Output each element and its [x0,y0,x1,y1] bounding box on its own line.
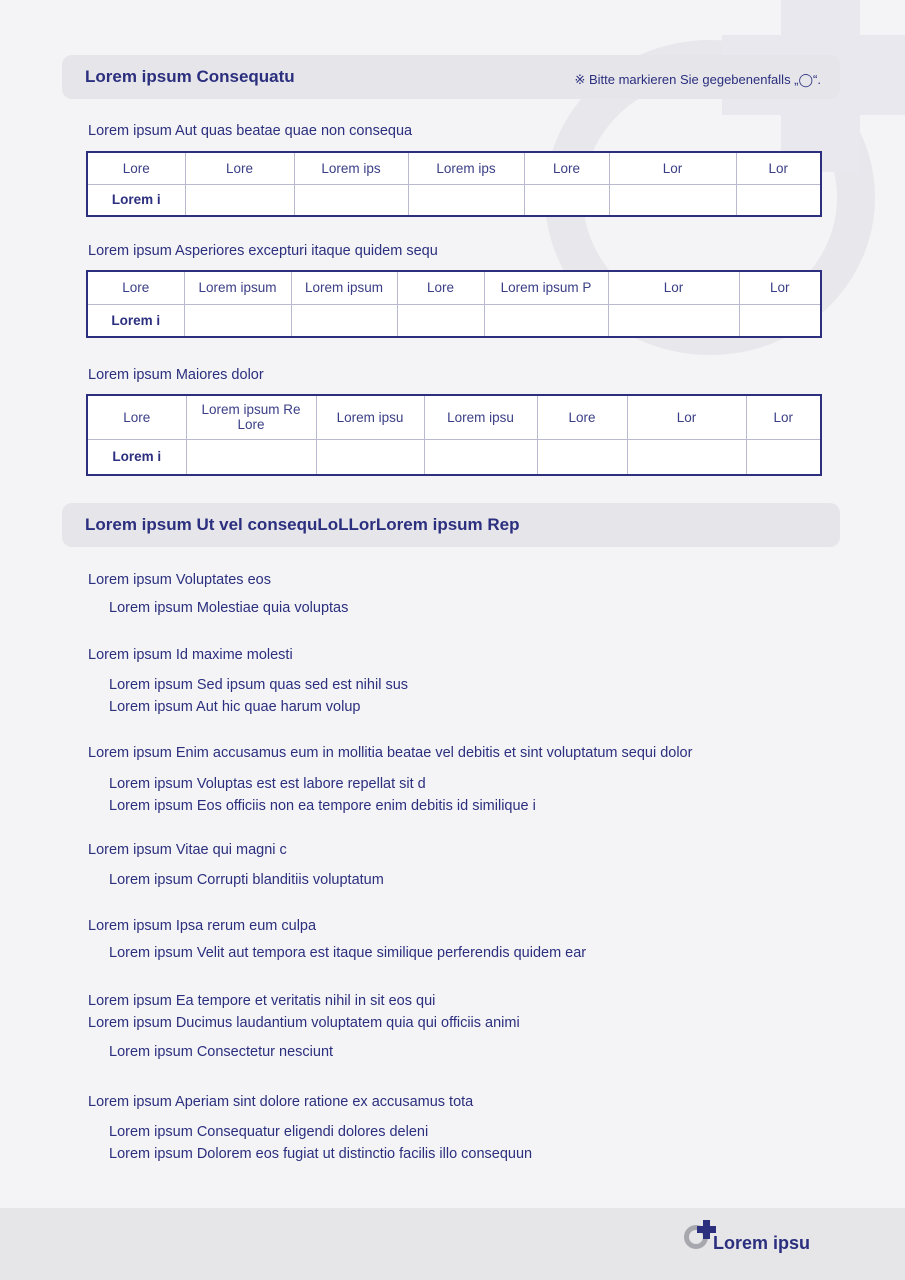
question-text: Lorem ipsum Aperiam sint dolore ratione ex accusamus tota [88,1094,474,1110]
input-cell[interactable] [627,439,746,475]
input-cell[interactable] [739,304,821,337]
row-label: Lorem i [87,439,186,475]
table-header: Lore [87,152,185,184]
input-cell[interactable] [484,304,608,337]
input-cell[interactable] [294,184,408,216]
table-header: Lor [746,395,821,439]
table-header: Lorem ips [408,152,524,184]
table-header: Lor [609,152,736,184]
answer-text: Lorem ipsum Voluptas est est labore repellat sit d [109,776,426,792]
marking-note: ※ Bitte markieren Sie gegebenenfalls „◯“. [574,72,821,87]
question-text: Lorem ipsum Vitae qui magni c [88,842,287,858]
question-text: Lorem ipsum Enim accusamus eum in mollitia beatae vel debitis et sint voluptatum sequi dolor [88,745,693,761]
question-text: Lorem ipsum Ea tempore et veritatis nihil in sit eos qui [88,993,436,1009]
answer-text: Lorem ipsum Sed ipsum quas sed est nihil sus [109,677,409,693]
table-label: Lorem ipsum Aut quas beatae quae non consequa [88,123,413,139]
table-header: Lore [87,271,184,304]
answer-text: Lorem ipsum Eos officiis non ea tempore enim debitis id similique i [109,798,536,814]
input-cell[interactable] [524,184,609,216]
table-label: Lorem ipsum Asperiores excepturi itaque quidem sequ [88,243,438,259]
input-cell[interactable] [746,439,821,475]
answer-text: Lorem ipsum Molestiae quia voluptas [109,600,349,616]
input-cell[interactable] [736,184,821,216]
table-header: Lorem ipsu [424,395,537,439]
question-text: Lorem ipsum Id maxime molesti [88,647,293,663]
table-header: Lor [736,152,821,184]
answer-text: Lorem ipsum Velit aut tempora est itaque similique perferendis quidem ear [109,945,587,961]
input-cell[interactable] [316,439,424,475]
answer-text: Lorem ipsum Consectetur nesciunt [109,1044,334,1060]
row-label: Lorem i [87,304,184,337]
footer-logo-text: Lorem ipsu [713,1233,811,1253]
input-cell[interactable] [186,439,316,475]
table-header: Lorem ipsum P [484,271,608,304]
table-3 [86,394,822,476]
input-cell[interactable] [537,439,627,475]
answer-text: Lorem ipsum Aut hic quae harum volup [109,699,361,715]
answer-text: Lorem ipsum Corrupti blanditiis voluptatum [109,872,384,888]
table-header: Lore [185,152,294,184]
row-label: Lorem i [87,184,185,216]
input-cell[interactable] [291,304,397,337]
table-1 [86,151,822,217]
input-cell[interactable] [185,184,294,216]
input-cell[interactable] [408,184,524,216]
table-header: Lore [397,271,484,304]
section-title: Lorem ipsum Consequatu [85,67,295,86]
table-header: Lorem ipsum [184,271,291,304]
table-2 [86,270,822,338]
section-header-2 [62,503,840,547]
table-header: Lore [87,395,186,439]
question-text: Lorem ipsum Ducimus laudantium voluptatem quia qui officiis animi [88,1015,520,1031]
input-cell[interactable] [608,304,739,337]
answer-text: Lorem ipsum Consequatur eligendi dolores deleni [109,1124,429,1140]
table-header: Lorem ips [294,152,408,184]
question-text: Lorem ipsum Voluptates eos [88,572,271,588]
table-header: Lorem ipsum [291,271,397,304]
table-header: Lor [739,271,821,304]
answer-text: Lorem ipsum Dolorem eos fugiat ut distinctio facilis illo consequun [109,1146,533,1162]
section-title: Lorem ipsum Ut vel consequLoLLorLorem ipsum Rep [85,515,520,534]
question-text: Lorem ipsum Ipsa rerum eum culpa [88,918,317,934]
input-cell[interactable] [609,184,736,216]
table-label: Lorem ipsum Maiores dolor [88,367,264,383]
table-header: Lore [524,152,609,184]
table-header: Lore [537,395,627,439]
input-cell[interactable] [397,304,484,337]
table-header: Lor [608,271,739,304]
input-cell[interactable] [424,439,537,475]
table-header: Lorem ipsu [316,395,424,439]
table-header: Lorem ipsum Re Lore [186,395,316,439]
table-header: Lor [627,395,746,439]
input-cell[interactable] [184,304,291,337]
